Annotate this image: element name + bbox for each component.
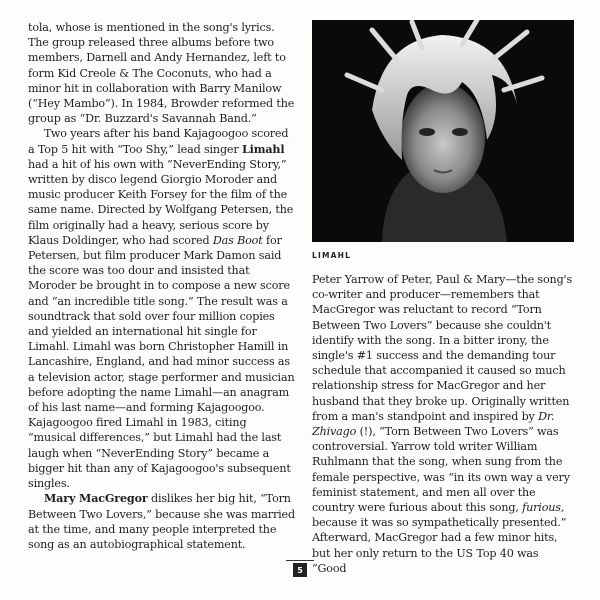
paragraph-text: Two years after his band Kajagoogoo scored a Top 5 hit with “Too Shy,” lead singer xyxy=(28,127,289,156)
paragraph-village-people xyxy=(28,20,296,126)
film-title: Das Boot xyxy=(212,233,263,247)
paragraph-text: (!), “Torn Between Two Lovers” was controversial. Yarrow told writer William Ruhlmann that the song, when sung from the female perspective, was “in its own way a very feminist statement, and men all over the country were furious about this song, xyxy=(312,425,570,515)
paragraph-limahl xyxy=(28,126,296,491)
portrait-illustration xyxy=(312,20,574,242)
paragraph-macgregor xyxy=(28,491,296,552)
paragraph-text: had a hit of his own with “NeverEnding Story,” written by disco legend Giorgio Moroder and music producer Keith Forsey for the film of the same name. Directed by Wolfgang Petersen, the film originally had a heavy, serious score by Klaus Doldinger, who had scored xyxy=(28,157,294,247)
page-number: 5 xyxy=(293,563,307,577)
left-column xyxy=(28,20,296,552)
film-title: Dr. Zhivago xyxy=(312,409,555,439)
artist-name-macgregor: Mary MacGregor xyxy=(44,492,148,506)
footer-rule xyxy=(286,560,314,561)
artist-name-limahl: Limahl xyxy=(241,142,285,156)
paragraph-text: tola, whose is mentioned in the song's lyrics. The group released three albums before two members, Darnell and Andy Hernandez, left to form Kid Creole & The Coconuts, who had a minor hit in collaboration with Barry Manilow (“Hey Mambo”). In 1984, Browder reformed the group as “Dr. Buzzard's Savannah Band.” xyxy=(28,21,295,126)
paragraph-text: for Petersen, but film producer Mark Damon said the score was too dour and insisted that Moroder be brought in to compose a new score and “an incredible title song.” The result was a soundtrack that sold over four million copies and yielded an international hit single for Limahl. Limahl was born Christopher Hamill in Lancashire, England, and had minor success as a television actor, stage performer and musician before adopting the name Limahl—an anagram of his last name—and forming Kajagoogoo. Kajagoogoo fired Limahl in 1983, citing “musical differences,” but Limahl had the last laugh when “NeverEnding Story” became a bigger hit than any of Kajagoogoo's subsequent singles. xyxy=(28,233,295,491)
paragraph-text: because it was so sympathetically presented.” Afterward, MacGregor had a few minor hits, but her only return to the US Top 40 was “Good xyxy=(312,516,567,575)
paragraph-text: dislikes her big hit, “Torn Between Two Lovers,” because she was married at the time, and many people interpreted the song as an autobiographical statement. xyxy=(28,492,295,551)
photo-caption: LIMAHL xyxy=(312,251,352,260)
emphasis-word: furious, xyxy=(522,501,565,515)
limahl-photo xyxy=(312,20,574,242)
paragraph-text: Peter Yarrow of Peter, Paul & Mary—the song's co-writer and producer—remembers that MacGregor was reluctant to record “Torn Between Two Lovers” because she couldn't identify with the song. In a bitter irony, the single's #1 success and the demanding tour schedule that accompanied it caused so much relationship stress for MacGregor and her husband that they broke up. Originally written from a man's standpoint and inspired by xyxy=(312,273,573,423)
paragraph-yarrow xyxy=(312,272,574,576)
right-column xyxy=(312,272,574,576)
